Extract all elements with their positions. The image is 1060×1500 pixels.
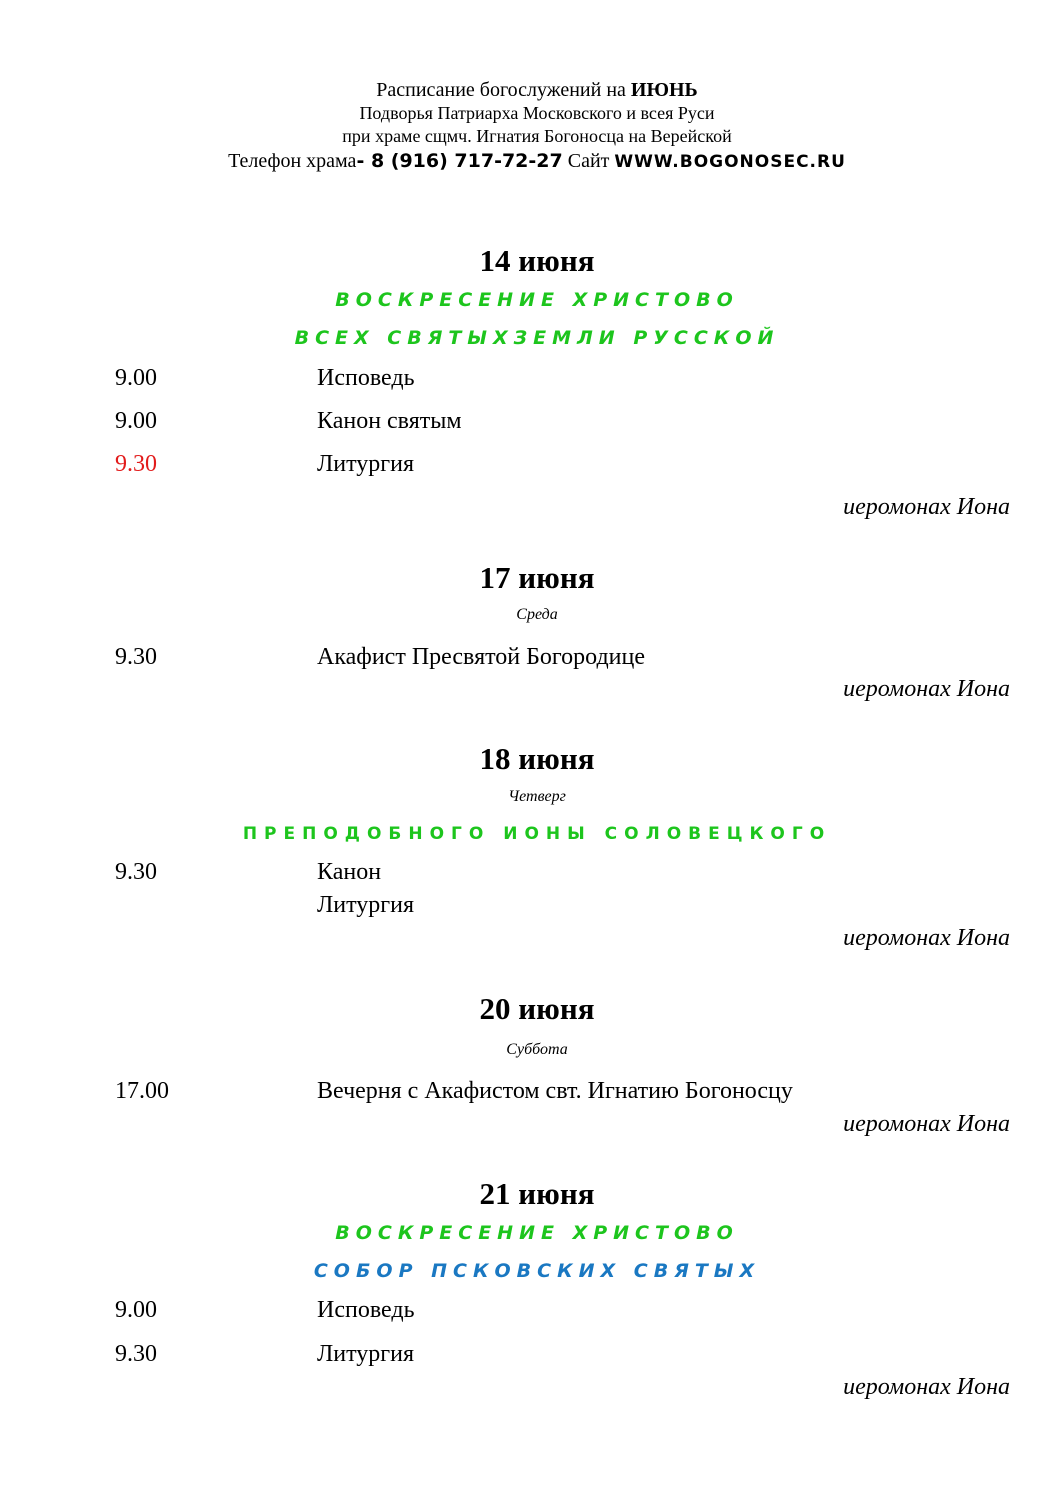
feast-title: ВСЕХ СВЯТЫХЗЕМЛИ РУССКОЙ <box>294 327 780 349</box>
month-name: ИЮНЬ <box>630 79 698 101</box>
day-date: 21 июня <box>479 1176 595 1211</box>
service-time: 9.00 <box>115 365 157 391</box>
header-contacts: Телефон храма- 8 (916) 717-72-27 Сайт WWW.BOGONOSEC.RU <box>228 150 846 172</box>
header-line-church: при храме сщмч. Игнатия Богоносца на Верейской <box>342 126 732 146</box>
day-weekday: Суббота <box>506 1041 568 1058</box>
header-line-podvorye: Подворья Патриарха Московского и всея Руси <box>359 103 715 123</box>
day-date: 17 июня <box>479 560 595 595</box>
service-time: 9.30 <box>115 859 157 885</box>
priest-name: иеромонах Иона <box>843 1374 1010 1400</box>
priest-name: иеромонах Иона <box>843 494 1010 520</box>
feast-title: ПРЕПОДОБНОГО ИОНЫ СОЛОВЕЦКОГО <box>242 824 832 844</box>
priest-name: иеромонах Иона <box>843 925 1010 951</box>
service-name: Литургия <box>317 1341 415 1367</box>
day-weekday: Четверг <box>508 788 566 805</box>
site-link[interactable]: WWW.BOGONOSEC.RU <box>614 152 846 172</box>
schedule-title: Расписание богослужений на ИЮНЬ <box>376 79 698 101</box>
service-name: Исповедь <box>317 365 415 391</box>
schedule-header <box>0 78 1060 175</box>
service-name: Литургия <box>317 892 415 918</box>
service-name: Вечерня с Акафистом свт. Игнатию Богоносцу <box>317 1078 793 1104</box>
service-name: Литургия <box>317 451 415 477</box>
day-date: 14 июня <box>479 243 595 278</box>
service-time: 9.30 <box>115 1341 157 1367</box>
day-weekday: Среда <box>516 606 558 623</box>
day-date: 20 июня <box>479 991 595 1026</box>
day-date: 18 июня <box>479 741 595 776</box>
service-time: 9.30 <box>115 644 157 670</box>
service-name: Исповедь <box>317 1297 415 1323</box>
service-time: 9.00 <box>115 1297 157 1323</box>
service-name: Канон <box>317 859 382 885</box>
priest-name: иеромонах Иона <box>843 1111 1010 1137</box>
priest-name: иеромонах Иона <box>843 676 1010 702</box>
service-name: Канон святым <box>317 408 462 434</box>
phone-number: - 8 (916) 717-72-27 <box>356 150 563 172</box>
feast-title: ВОСКРЕСЕНИЕ ХРИСТОВО <box>335 289 739 311</box>
service-time: 17.00 <box>115 1078 169 1104</box>
service-time: 9.30 <box>115 451 157 477</box>
service-name: Акафист Пресвятой Богородице <box>317 644 646 670</box>
feast-title: ВОСКРЕСЕНИЕ ХРИСТОВО <box>335 1222 739 1244</box>
feast-title: СОБОР ПСКОВСКИХ СВЯТЫХ <box>313 1260 761 1282</box>
service-time: 9.00 <box>115 408 157 434</box>
